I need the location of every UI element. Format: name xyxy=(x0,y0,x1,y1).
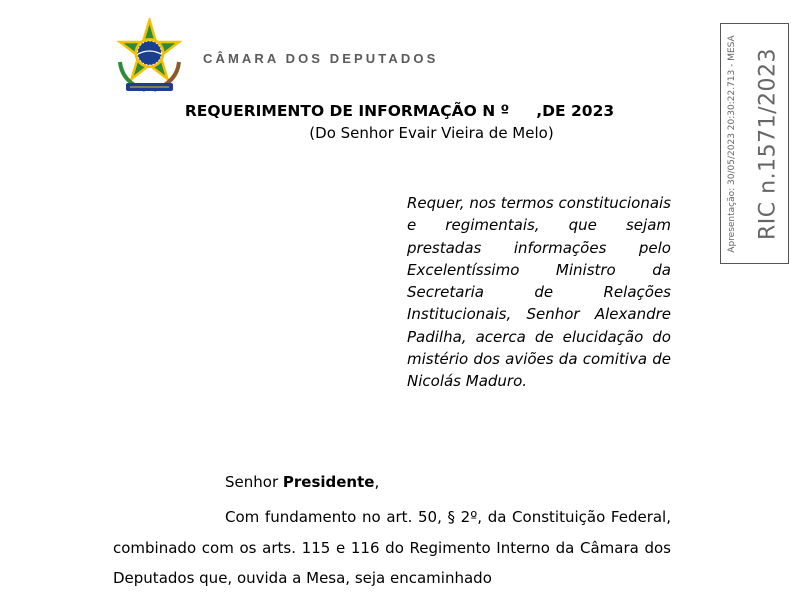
protocol-stamp xyxy=(720,23,789,264)
document-title: REQUERIMENTO DE INFORMAÇÃO N º ,DE 2023 xyxy=(184,102,615,120)
greeting-prefix: Senhor xyxy=(225,473,283,491)
document-summary: Requer, nos termos constitucionais e regimentais, que sejam prestadas informações pelo Excelentíssimo Ministro da Secretaria de Relações Institucionais, Senhor Alexandre Padilha, acerca de elucidação do mistério dos aviões da comitiva de Nicolás Maduro. xyxy=(407,194,671,391)
chamber-name: CÂMARA DOS DEPUTADOS xyxy=(203,51,439,66)
greeting-title: Presidente xyxy=(282,473,375,491)
stamp-code: RIC n.1571/2023 xyxy=(755,48,781,240)
greeting xyxy=(225,473,379,491)
coat-of-arms-icon xyxy=(112,18,187,96)
document-author: (Do Senhor Evair Vieira de Melo) xyxy=(309,124,554,142)
greeting-suffix: , xyxy=(374,473,380,491)
stamp-presentation: Apresentação: 30/05/2023 20:30:22.713 - MESA xyxy=(727,35,737,253)
body-paragraph: Com fundamento no art. 50, § 2º, da Constituição Federal, combinado com os arts. 115 e 116 do Regimento Interno da Câmara dos Deputados que, ouvida a Mesa, seja encaminhado xyxy=(113,508,671,587)
